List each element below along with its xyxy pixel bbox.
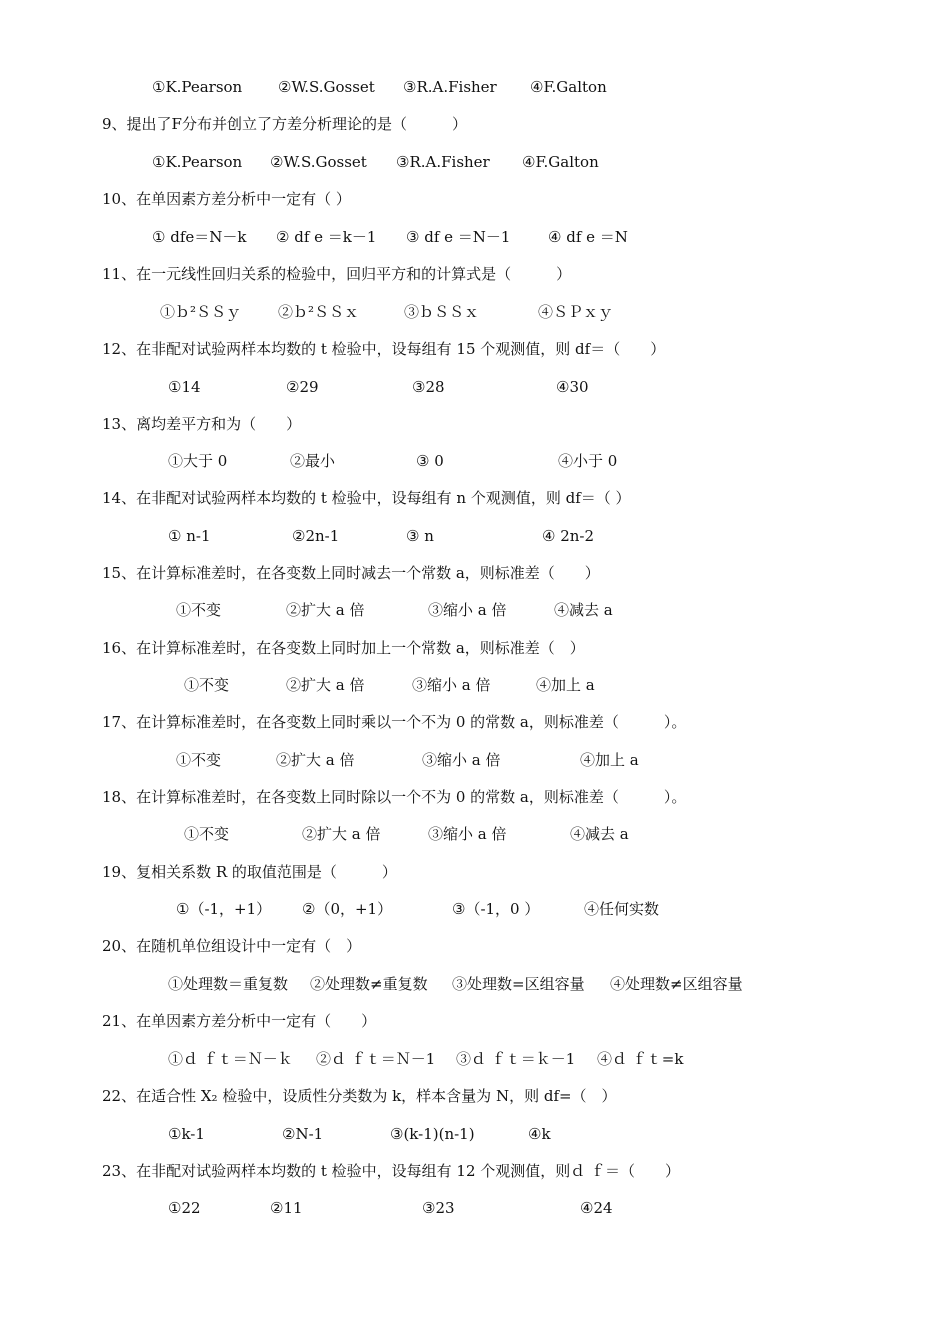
option-4: ④任何实数 (584, 900, 660, 918)
options-row (0, 673, 950, 697)
question-text: 20、在随机单位组设计中一定有（ ） (102, 937, 362, 955)
option-2: ②（0，+1） (302, 900, 393, 918)
option-1: ①不变 (184, 676, 230, 694)
question-text: 11、在一元线性回归关系的检验中，回归平方和的计算式是（ ） (102, 265, 572, 283)
option-4: ④ df e ＝N (548, 228, 628, 246)
option-3: ③ n (406, 527, 434, 545)
option-4: ④处理数≠区组容量 (610, 975, 743, 993)
option-3: ③28 (412, 378, 445, 396)
option-2: ②扩大 a 倍 (286, 676, 365, 694)
option-3: ③（-1，0 ） (452, 900, 540, 918)
option-4: ④加上 a (580, 751, 639, 769)
options-row (0, 375, 950, 399)
option-3: ③缩小 a 倍 (428, 825, 507, 843)
option-1: ①22 (168, 1199, 201, 1217)
option-1: ① n-1 (168, 527, 211, 545)
option-2: ②扩大 a 倍 (286, 601, 365, 619)
option-3: ③23 (422, 1199, 455, 1217)
option-2: ②扩大 a 倍 (302, 825, 381, 843)
option-4: ④减去 a (554, 601, 613, 619)
option-2: ②29 (286, 378, 319, 396)
option-2: ②扩大 a 倍 (276, 751, 355, 769)
option-2: ②N-1 (282, 1125, 324, 1143)
option-4: ④F.Galton (530, 78, 607, 96)
options-row (0, 822, 950, 846)
option-2: ②处理数≠重复数 (310, 975, 428, 993)
option-2: ②最小 (290, 452, 336, 470)
option-4: ④ＳＰｘｙ (538, 303, 614, 321)
option-4: ④ 2n-2 (542, 527, 595, 545)
question-text: 10、在单因素方差分析中一定有（ ） (102, 190, 351, 208)
option-4: ④小于 0 (558, 452, 618, 470)
question-text: 16、在计算标准差时，在各变数上同时加上一个常数 a，则标准差（ ） (102, 639, 585, 657)
option-3: ③ df e ＝N－1 (406, 228, 511, 246)
option-2: ②ｂ²ＳＳｘ (278, 303, 360, 321)
option-3: ③处理数=区组容量 (452, 975, 585, 993)
option-3: ③R.A.Fisher (396, 153, 490, 171)
options-row (0, 1047, 950, 1071)
option-4: ④30 (556, 378, 589, 396)
option-2: ②W.S.Gosset (270, 153, 367, 171)
options-row (0, 225, 950, 249)
option-1: ①不变 (176, 601, 222, 619)
option-1: ①不变 (176, 751, 222, 769)
option-2: ②W.S.Gosset (278, 78, 375, 96)
question-text: 13、离均差平方和为（ ） (102, 415, 302, 433)
option-2: ②11 (270, 1199, 303, 1217)
option-1: ①ｂ²ＳＳｙ (160, 303, 242, 321)
options-row (0, 748, 950, 772)
question-text: 21、在单因素方差分析中一定有（ ） (102, 1012, 377, 1030)
question-text: 15、在计算标准差时，在各变数上同时减去一个常数 a，则标准差（ ） (102, 564, 600, 582)
option-1: ①（-1，+1） (176, 900, 272, 918)
question-text: 9、提出了F分布并创立了方差分析理论的是（ ） (102, 115, 467, 133)
option-1: ①ｄ ｆｔ＝Ｎ－ｋ (168, 1050, 293, 1068)
option-3: ③缩小 a 倍 (412, 676, 491, 694)
question-text: 18、在计算标准差时，在各变数上同时除以一个不为 0 的常数 a，则标准差（ ）。 (102, 788, 687, 806)
option-4: ④减去 a (570, 825, 629, 843)
question-text: 23、在非配对试验两样本均数的 t 检验中，设每组有 12 个观测值，则ｄ ｆ＝（ ） (102, 1162, 681, 1180)
option-3: ③ｂＳＳｘ (404, 303, 480, 321)
option-1: ①14 (168, 378, 201, 396)
option-1: ①处理数＝重复数 (168, 975, 289, 993)
options-row (0, 449, 950, 473)
options-row (0, 75, 950, 99)
option-1: ①大于 0 (168, 452, 228, 470)
options-row (0, 1122, 950, 1146)
question-text: 14、在非配对试验两样本均数的 t 检验中，设每组有 n 个观测值，则 df＝（ ） (102, 489, 631, 507)
options-row (0, 1196, 950, 1220)
options-row (0, 300, 950, 324)
question-text: 12、在非配对试验两样本均数的 t 检验中，设每组有 15 个观测值，则 df＝（ ） (102, 340, 666, 358)
option-3: ③(k-1)(n-1) (390, 1125, 475, 1143)
option-3: ③ 0 (416, 452, 444, 470)
option-3: ③ｄ ｆｔ＝ｋ－1 (456, 1050, 576, 1068)
options-row (0, 598, 950, 622)
question-text: 17、在计算标准差时，在各变数上同时乘以一个不为 0 的常数 a，则标准差（ ）。 (102, 713, 687, 731)
option-3: ③R.A.Fisher (403, 78, 497, 96)
option-4: ④F.Galton (522, 153, 599, 171)
option-2: ② df e ＝k－1 (276, 228, 377, 246)
question-text: 19、复相关系数 R 的取值范围是（ ） (102, 863, 397, 881)
options-row (0, 972, 950, 996)
option-1: ①不变 (184, 825, 230, 843)
question-text: 22、在适合性 X₂ 检验中，设质性分类数为 k，样本含量为 N，则 df=（ ） (102, 1087, 617, 1105)
option-4: ④加上 a (536, 676, 595, 694)
options-row (0, 897, 950, 921)
option-1: ① dfe＝N－k (152, 228, 247, 246)
options-row (0, 150, 950, 174)
option-2: ②2n-1 (292, 527, 340, 545)
option-1: ①K.Pearson (152, 78, 243, 96)
option-3: ③缩小 a 倍 (422, 751, 501, 769)
option-4: ④k (528, 1125, 551, 1143)
option-4: ④24 (580, 1199, 613, 1217)
option-1: ①k-1 (168, 1125, 205, 1143)
option-1: ①K.Pearson (152, 153, 243, 171)
option-2: ②ｄ ｆｔ＝Ｎ－1 (316, 1050, 436, 1068)
options-row (0, 524, 950, 548)
option-4: ④ｄ ｆｔ=k (597, 1050, 684, 1068)
option-3: ③缩小 a 倍 (428, 601, 507, 619)
